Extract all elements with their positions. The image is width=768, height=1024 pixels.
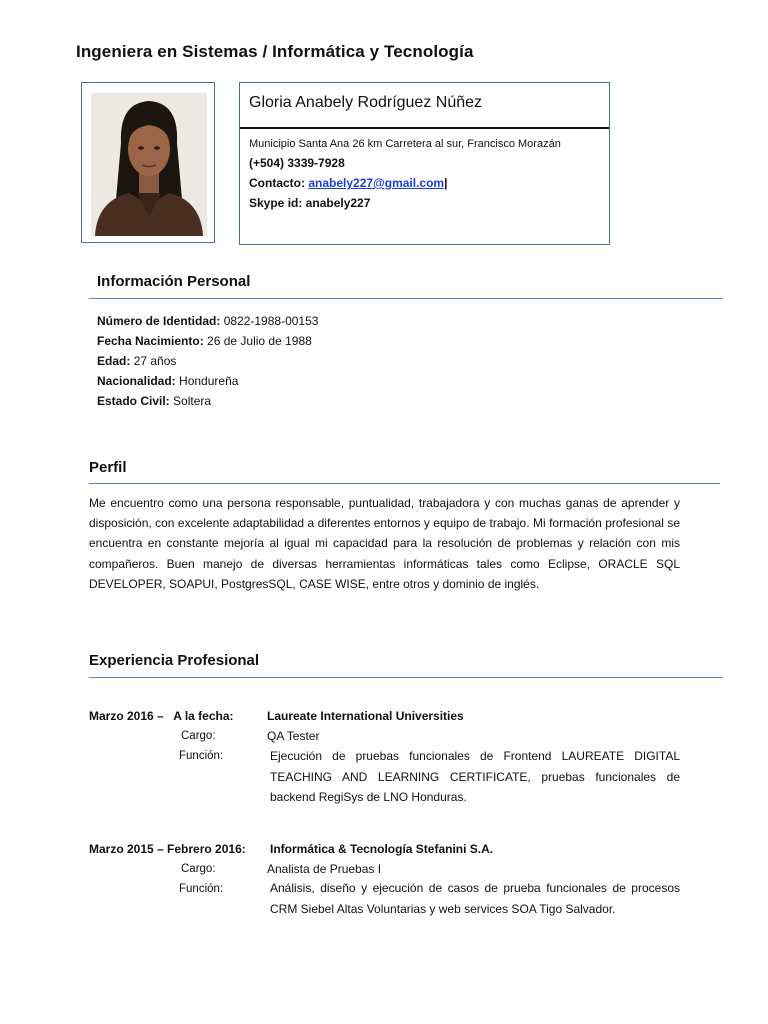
job-function: Análisis, diseño y ejecución de casos de prueba funcionales de procesos CRM Siebel Altas Voluntarias y web services SOA Tigo Salvador.: [270, 881, 680, 916]
section-title-profile: Perfil: [89, 459, 127, 476]
cargo-label: Cargo:: [181, 730, 216, 742]
funcion-label: Función:: [179, 750, 224, 762]
list-item: Número de Identidad: 0822-1988-00153: [97, 314, 319, 328]
job-function: Ejecución de pruebas funcionales de Frontend LAUREATE DIGITAL TEACHING AND LEARNING CERTIFICATE, pruebas funcionales de backend RegiSys de LNO Honduras.: [270, 749, 680, 804]
job-role: QA Tester: [267, 729, 320, 743]
funcion-label: Función:: [179, 883, 224, 895]
job-company: Informática & Tecnología Stefanini S.A.: [270, 842, 494, 856]
list-item: Edad: 27 años: [97, 354, 177, 368]
profile-text: Me encuentro como una persona responsable, puntualidad, trabajadora y con muchas ganas de aprender y disposición, con excelente adaptabilidad a diferentes entornos y equipo de trabajo. Mi formación profesional se encuentra en constante mejoría al igual mi capacidad para la resolución de problemas y relación con mis compañeros. Buen manejo de diversas herramientas informáticas tales como Eclipse, ORACLE SQL DEVELOPER, SOAPUI, PostgresSQL, CASE WISE, entre otros y dominio de inglés.: [89, 496, 680, 591]
list-item: Nacionalidad: Hondureña: [97, 374, 239, 388]
list-item: Estado Civil: Soltera: [97, 394, 212, 408]
document-title: Ingeniera en Sistemas / Informática y Tecnología: [76, 42, 474, 61]
profile-photo: [91, 93, 207, 236]
address: Municipio Santa Ana 26 km Carretera al sur, Francisco Morazán: [249, 138, 561, 150]
personal-info-list: [97, 311, 318, 411]
email-row: Contacto: anabely227@gmail.com|: [249, 176, 448, 190]
cargo-label: Cargo:: [181, 863, 216, 875]
email-link[interactable]: anabely227@gmail.com: [308, 176, 445, 190]
person-portrait-icon: [91, 93, 207, 236]
section-divider-experience: [89, 677, 723, 678]
job-period: Marzo 2016 – A la fecha:: [89, 709, 234, 723]
name-divider: [240, 127, 609, 129]
job-company: Laureate International Universities: [267, 709, 464, 723]
photo-frame: [81, 82, 215, 243]
contact-box: [239, 82, 610, 245]
list-item: Fecha Nacimiento: 26 de Julio de 1988: [97, 334, 312, 348]
section-title-personal: Información Personal: [97, 273, 251, 290]
phone-number: (+504) 3339-7928: [249, 156, 345, 170]
section-divider-profile: [89, 483, 720, 484]
email-label: Contacto:: [249, 176, 305, 190]
section-divider-personal: [89, 298, 723, 299]
job-period: Marzo 2015 – Febrero 2016:: [89, 842, 246, 856]
skype-id: Skype id: anabely227: [249, 196, 371, 210]
job-role: Analista de Pruebas I: [267, 862, 382, 876]
candidate-name: Gloria Anabely Rodríguez Núñez: [249, 94, 483, 111]
section-title-experience: Experiencia Profesional: [89, 652, 260, 669]
